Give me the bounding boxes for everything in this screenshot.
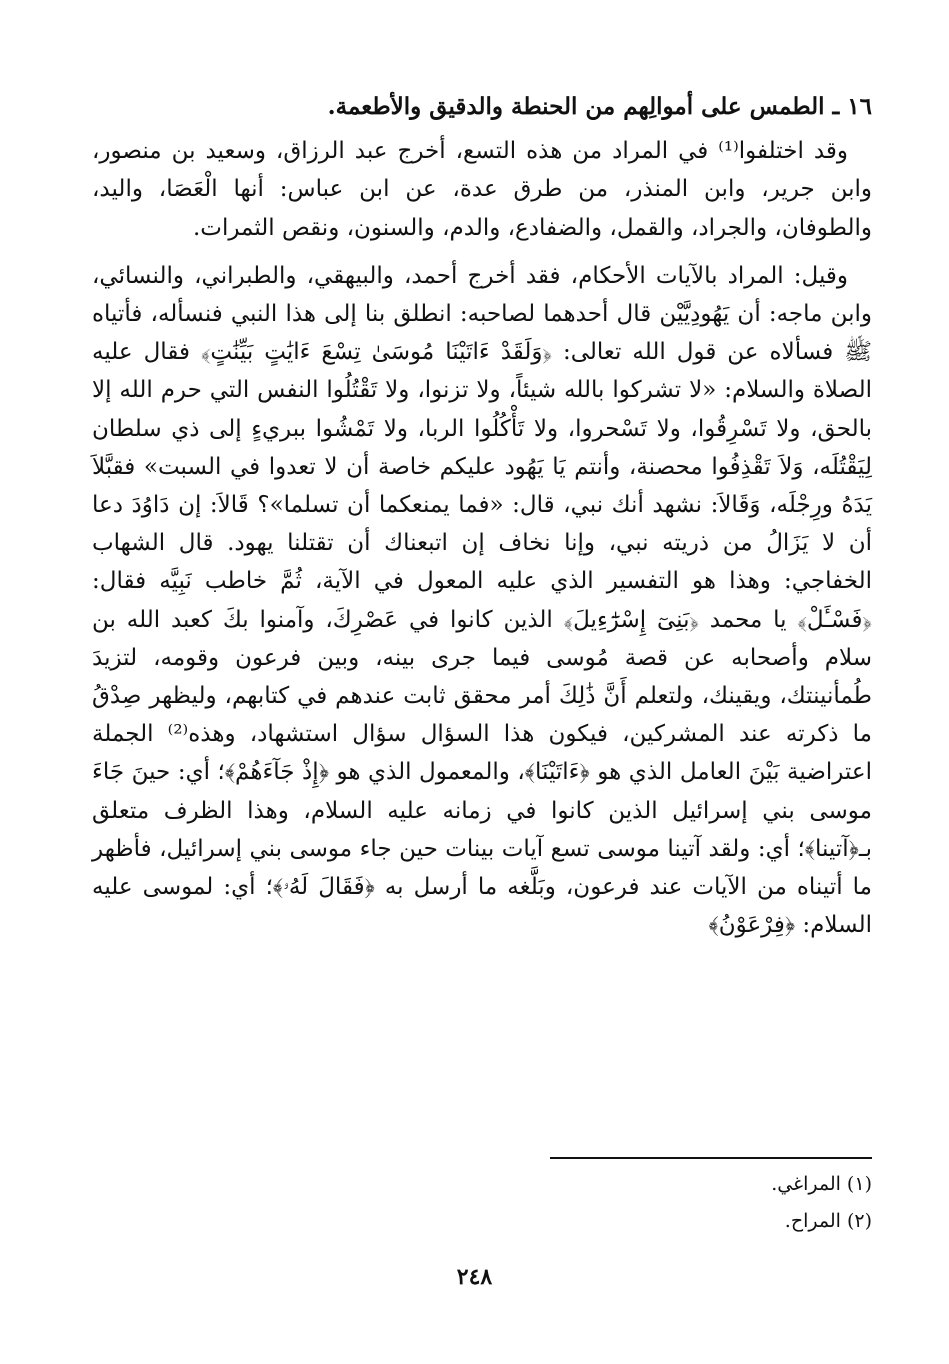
page-body — [92, 88, 872, 944]
paragraph-2: وقيل: المراد بالآيات الأحكام، فقد أخرج أحمد، والبيهقي، والطبراني، والنسائي، وابن ماجه: أن يَهُودِيَّيْن قال أحدهما لصاحبه: انطلق بنا إلى هذا النبي فنسأله، فأتياه ﷺ فسألاه عن قول الله تعالى: ﴿وَلَقَدْ ءَاتَيْنَا مُوسَىٰ تِسْعَ ءَايَٰتٍ بَيِّنَٰتٍ﴾ فقال عليه الصلاة والسلام: «لا تشركوا بالله شيئاً، ولا تزنوا، ولا تَقْتُلُوا النفس التي حرم الله إلا بالحق، ولا تَسْرِقُوا، ولا تَسْحروا، ولا تَأْكُلُوا الربا، ولا تَمْشُوا ببريءٍ إلى ذي سلطان لِيَقْتُلَه، وَلاَ تَقْذِفُوا محصنة، وأنتم يَا يَهُود عليكم خاصة أن لا تعدوا في السبت» فقبَّلاَ يَدَهُ ورِجْلَه، وَقَالاَ: نشهد أنك نبي، قال: «فما يمنعكما أن تسلما»؟ قَالاَ: إن دَاوُدَ دعا أن لا يَزَالُ من ذريته نبي، وإنا نخاف إن اتبعناك أن تقتلنا يهود. قال الشهاب الخفاجي: وهذا هو التفسير الذي عليه المعول في الآية، ثُمَّ خاطب نَبِيَّه فقال: ﴿فَسْـَٔلْ﴾ يا محمد ﴿بَنِىٓ إِسْرَٰٓءِيلَ﴾ الذين كانوا في عَصْرِكَ، وآمنوا بكَ كعبد الله بن سلام وأصحابه عن قصة مُوسى فيما جرى بينه، وبين فرعون وقومه، لتزيدَ طُمأنينتك، ويقينك، ولتعلم أَنَّ ذَٰلِكَ أمر محقق ثابت عندهم في كتابهم، وليظهر صِدْقُ ما ذكرته عند المشركين، فيكون هذا السؤال سؤال استشهاد، وهذه⁽²⁾ الجملة اعتراضية بَيْنَ العامل الذي هو ﴿ءَاتَيْنَا﴾، والمعمول الذي هو ﴿إِذْ جَآءَهُمْ﴾؛ أي: حينَ جَاءَ موسى بني إسرائيل الذين كانوا في زمانه عليه السلام، وهذا الظرف متعلق بـ﴿آتينا﴾؛ أي: ولقد آتينا موسى تسع آيات بينات حين جاء موسى بني إسرائيل، فأظهر ما أتيناه من الآيات عند فرعون، وبَلَّغه ما أرسل به ﴿فَقَالَ لَهُۥ﴾؛ أي: لموسى عليه السلام: ﴿فِرْعَوْنُ﴾ — [92, 262, 872, 939]
footnote-1: (١) المراغي. — [771, 1173, 872, 1195]
footnotes — [560, 1166, 872, 1240]
section-heading: ١٦ ـ الطمس على أموالِهم من الحنطة والدقيق والأطعمة. — [327, 93, 872, 120]
footnote-divider — [550, 1157, 872, 1159]
page-number: ٢٤٨ — [456, 1264, 493, 1290]
footnote-2: (٢) المراح. — [784, 1210, 872, 1232]
paragraph-1: وقد اختلفوا⁽¹⁾ في المراد من هذه التسع، أخرج عبد الرزاق، وسعيد بن منصور، وابن جرير، وابن المنذر، من طرق عدة، عن ابن عباس: أنها الْعَصَا، واليد، والطوفان، والجراد، والقمل، والضفادع، والدم، والسنون، ونقص الثمرات. — [92, 138, 872, 241]
